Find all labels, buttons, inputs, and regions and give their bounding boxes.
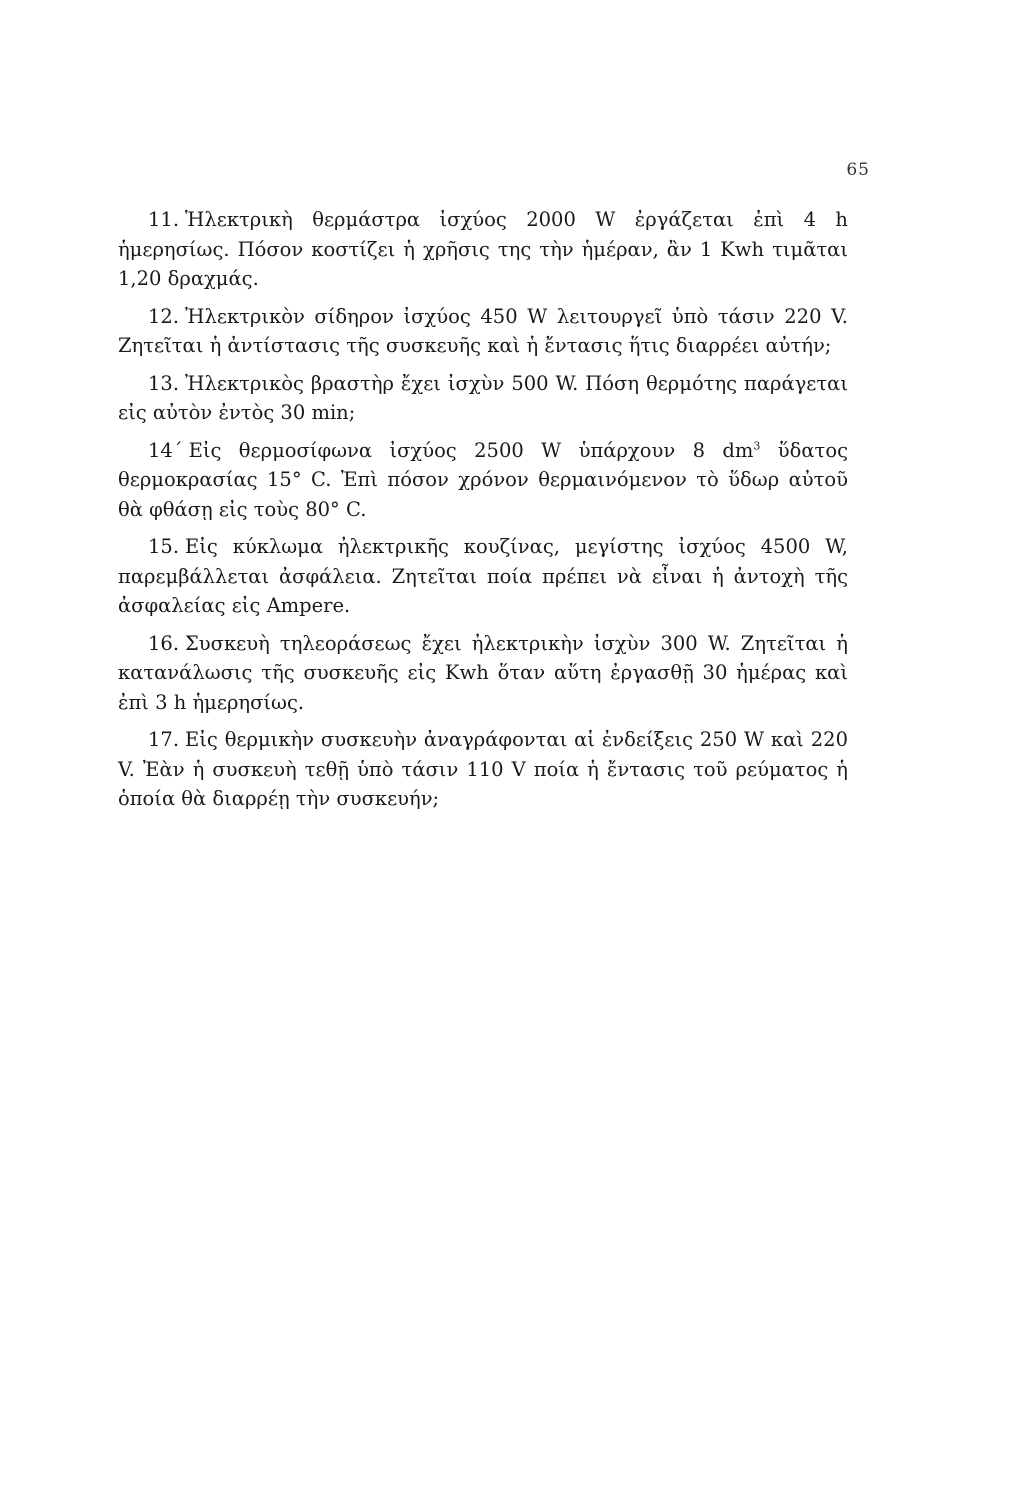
problem-17 [118,725,848,814]
problem-12 [118,302,848,361]
problem-text: Ἠλεκτρικὸς βραστὴρ ἔχει ἰσχὺν 500 W. Πόση θερμότης παράγεται εἰς αὐτὸν ἐντὸς 30 min; [118,371,848,424]
problem-text-part-1: Εἰς θερμοσίφωνα ἰσχύος 2500 W ὑπάρχουν 8 dm [188,438,754,462]
problem-number: 12. [148,304,180,328]
problem-text-part-2: ὕδατος θερμοκρασίας 15° C. Ἐπὶ πόσον χρόνον θερμαινόμενον τὸ ὕδωρ αὐτοῦ θὰ φθάσῃ εἰς τοὺς 80° C. [118,438,848,521]
problems-list [118,205,848,822]
exponent: 3 [753,439,761,452]
problem-number: 13. [148,371,180,395]
problem-text: Ἠλεκτρικὸν σίδηρον ἰσχύος 450 W λειτουργεῖ ὑπὸ τάσιν 220 V. Ζητεῖται ἡ ἀντίστασις τῆς συσκευῆς καὶ ἡ ἔντασις ἥτις διαρρέει αὐτήν; [118,304,848,357]
problem-number: 16. [148,631,180,655]
problem-11 [118,205,848,294]
problem-16 [118,629,848,718]
problem-15 [118,532,848,621]
problem-13 [118,369,848,428]
problem-number: 17. [148,728,180,751]
problem-number: 11. [148,208,180,231]
problem-text: Συσκευὴ τηλεοράσεως ἔχει ἠλεκτρικὴν ἰσχὺν 300 W. Ζητεῖται ἡ κατανάλωσις τῆς συσκευῆς εἰς Kwh ὅταν αὕτη ἐργασθῇ 30 ἡμέρας καὶ ἐπὶ 3 h ἡμερησίως. [118,631,848,714]
problem-text: Εἰς θερμικὴν συσκευὴν ἀναγράφονται αἱ ἐνδείξεις 250 W καὶ 220 V. Ἐὰν ἡ συσκευὴ τεθῇ ὑπὸ τάσιν 110 V ποία ἡ ἔντασις τοῦ ρεύματος ἡ ὁποία θὰ διαρρέῃ τὴν συσκευήν; [118,728,848,810]
problem-14 [118,436,848,525]
problem-number: 15. [148,535,180,558]
problem-number: 14΄ [148,438,183,462]
problem-text: Ἡλεκτρικὴ θερμάστρα ἰσχύος 2000 W ἐργάζεται ἐπὶ 4 h ἡμερησίως. Πόσον κοστίζει ἡ χρῆσις της τὴν ἡμέραν, ἂν 1 Kwh τιμᾶται 1,20 δραχμάς. [118,208,848,290]
page-number: 65 [846,160,870,180]
problem-text: Εἰς κύκλωμα ἠλεκτρικῆς κουζίνας, μεγίστης ἰσχύος 4500 W, παρεμβάλλεται ἀσφάλεια. Ζητεῖται ποία πρέπει νὰ εἶναι ἡ ἀντοχὴ τῆς ἀσφαλείας εἰς Ampere. [118,535,848,617]
